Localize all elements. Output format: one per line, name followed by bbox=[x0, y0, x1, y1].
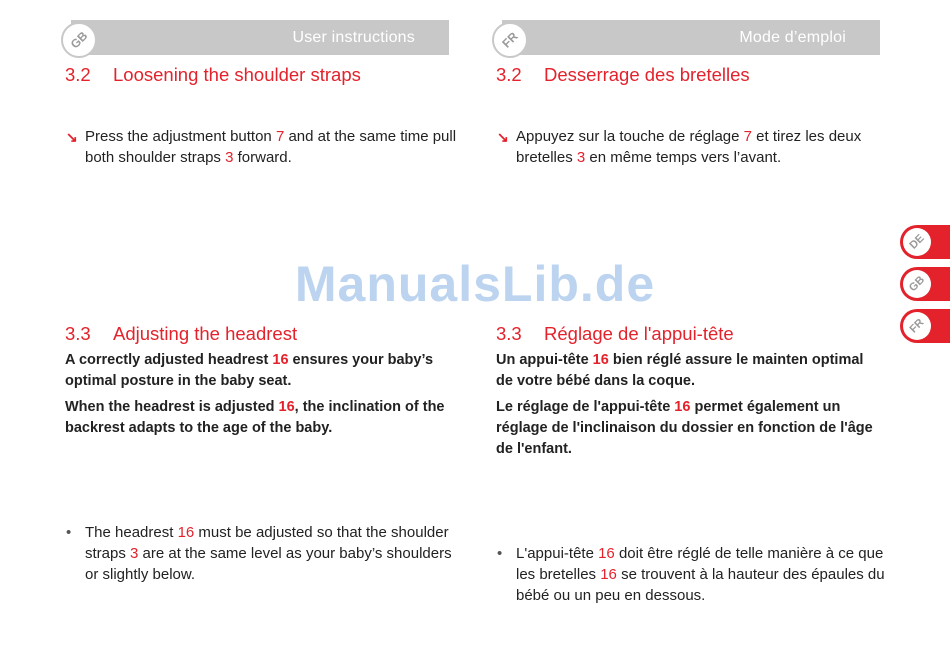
section-heading: Desserrage des bretelles bbox=[544, 64, 750, 85]
section-title-3-2 bbox=[65, 64, 361, 86]
part-number: 16 bbox=[600, 566, 617, 583]
bullet-dot-icon: • bbox=[497, 545, 503, 562]
language-tab-label: GB bbox=[897, 264, 937, 304]
section-heading: Réglage de l'appui-tête bbox=[544, 323, 734, 344]
info-paragraph: When the headrest is adjusted 16, the inclination of the backrest adapts to the age of the baby. bbox=[65, 399, 445, 436]
part-number: 16 bbox=[598, 545, 615, 562]
header-bar-french bbox=[499, 20, 880, 55]
arrow-down-right-icon: ↘ bbox=[66, 129, 78, 145]
language-tab-label: FR bbox=[897, 306, 937, 346]
part-number: 16 bbox=[278, 399, 295, 415]
part-number: 16 bbox=[272, 352, 289, 368]
bullet-item: • L'appui-tête 16 doit être réglé de telle manière à ce que les bretelles 16 se trouvent à la hauteur des épaules du bébé ou un peu en dessous. bbox=[497, 545, 885, 604]
instruction-step: ↘ Appuyez sur la touche de réglage 7 et tirez les deux bretelles 3 en même temps vers l’avant. bbox=[497, 128, 862, 166]
part-number: 3 bbox=[225, 149, 234, 166]
section-number: 3.3 bbox=[496, 323, 522, 344]
language-tab-gb[interactable] bbox=[900, 267, 950, 301]
part-number: 3 bbox=[130, 545, 139, 562]
arrow-down-right-icon: ↘ bbox=[497, 129, 509, 145]
header-title: User instructions bbox=[292, 29, 415, 46]
info-paragraph: Le réglage de l'appui-tête 16 permet également un réglage de l'inclinaison du dossier en fonction de l'âge de l'enfant. bbox=[496, 399, 873, 457]
section-title-3-3 bbox=[65, 323, 297, 345]
section-title-3-2 bbox=[496, 64, 750, 86]
intro-paragraph: Un appui-tête 16 bien réglé assure le mainten optimal de votre bébé dans la coque. bbox=[496, 352, 864, 389]
section-title-3-3 bbox=[496, 323, 734, 345]
part-number: 16 bbox=[592, 352, 609, 368]
language-tab-fr[interactable] bbox=[900, 309, 950, 343]
bullet-item: • The headrest 16 must be adjusted so that the shoulder straps 3 are at the same level as your baby’s shoulders or slightly below. bbox=[66, 524, 452, 583]
header-bar-english bbox=[67, 20, 449, 55]
section-heading: Adjusting the headrest bbox=[113, 323, 298, 344]
part-number: 16 bbox=[674, 399, 691, 415]
section-heading: Loosening the shoulder straps bbox=[113, 64, 361, 85]
section-number: 3.3 bbox=[65, 323, 91, 344]
column-french bbox=[496, 20, 885, 604]
section-number: 3.2 bbox=[65, 64, 91, 85]
part-number: 7 bbox=[275, 128, 285, 145]
intro-paragraph: A correctly adjusted headrest 16 ensures your baby’s optimal posture in the baby seat. bbox=[65, 352, 434, 389]
bullet-dot-icon: • bbox=[66, 524, 72, 541]
part-number: 16 bbox=[177, 524, 195, 541]
instruction-step: ↘ Press the adjustment button 7 and at the same time pull both shoulder straps 3 forward. bbox=[66, 128, 457, 166]
part-number: 7 bbox=[743, 128, 752, 145]
column-english bbox=[65, 20, 457, 583]
language-badge-fr: FR bbox=[485, 15, 536, 66]
header-title: Mode d’emploi bbox=[739, 29, 846, 46]
language-tab-label: DE bbox=[897, 222, 937, 262]
language-badge-gb: GB bbox=[54, 15, 105, 66]
watermark: ManualsLib.de bbox=[294, 256, 656, 312]
section-number: 3.2 bbox=[496, 64, 522, 85]
language-tab-de[interactable] bbox=[900, 225, 950, 259]
part-number: 3 bbox=[576, 149, 586, 166]
